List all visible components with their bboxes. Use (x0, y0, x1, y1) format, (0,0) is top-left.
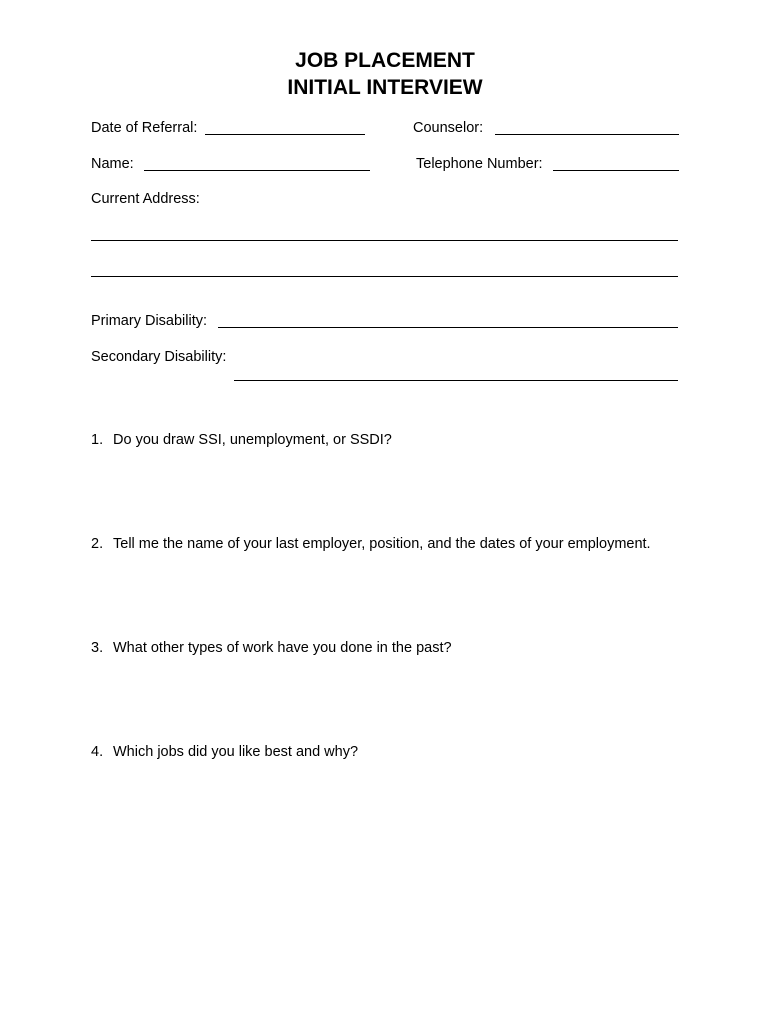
counselor-field[interactable] (495, 134, 679, 135)
telephone-number-label: Telephone Number: (416, 156, 543, 172)
form-title-line-2: INITIAL INTERVIEW (287, 76, 483, 99)
question-3-number: 3. (91, 640, 104, 656)
name-label: Name: (91, 156, 134, 172)
counselor-label: Counselor: (413, 120, 484, 136)
form-title-line-1: JOB PLACEMENT (295, 49, 475, 72)
primary-disability-field[interactable] (218, 327, 678, 328)
secondary-disability-label: Secondary Disability: (91, 349, 227, 365)
date-of-referral-label: Date of Referral: (91, 120, 198, 136)
current-address-line-1[interactable] (91, 240, 678, 241)
question-1-text: Do you draw SSI, unemployment, or SSDI? (113, 432, 392, 448)
date-of-referral-field[interactable] (205, 134, 365, 135)
question-3-text: What other types of work have you done in the past? (113, 640, 452, 656)
telephone-number-field[interactable] (553, 170, 679, 171)
name-field[interactable] (144, 170, 370, 171)
question-2-text: Tell me the name of your last employer, position, and the dates of your employment. (113, 536, 651, 552)
current-address-label: Current Address: (91, 191, 200, 207)
question-1-number: 1. (91, 432, 104, 448)
question-4-number: 4. (91, 744, 104, 760)
question-2-number: 2. (91, 536, 104, 552)
question-4-text: Which jobs did you like best and why? (113, 744, 359, 760)
current-address-line-2[interactable] (91, 276, 678, 277)
secondary-disability-field[interactable] (234, 380, 678, 381)
primary-disability-label: Primary Disability: (91, 313, 208, 329)
